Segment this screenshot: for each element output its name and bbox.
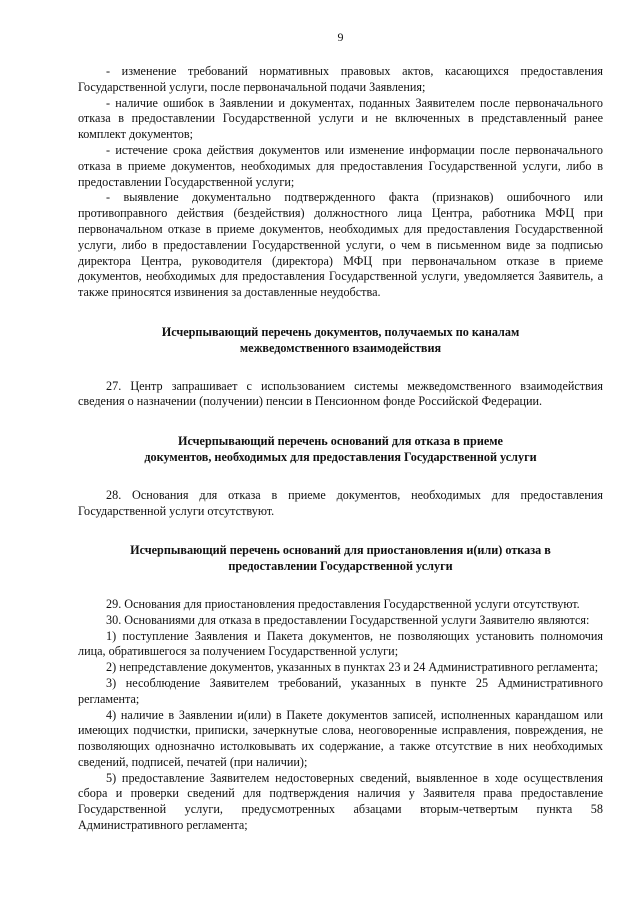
list-item: 3) несоблюдение Заявителем требований, указанных в пункте 25 Административного регламента; bbox=[78, 675, 603, 706]
paragraph: - истечение срока действия документов или изменение информации после первоначального отказа в приеме документов, необходимых для предоставления Государственной услуги, либо в предоставлении Государственной услуги; bbox=[78, 142, 603, 189]
paragraph-29: 29. Основания для приостановления предоставления Государственной услуги отсутствуют. bbox=[106, 596, 580, 611]
heading-line: документов, необходимых для предоставления Государственной услуги bbox=[144, 449, 537, 464]
section-heading-suspension-refusal bbox=[78, 543, 603, 575]
heading-line: Исчерпывающий перечень оснований для приостановления и(или) отказа в bbox=[130, 543, 551, 558]
paragraph-27: 27. Центр запрашивает с использованием системы межведомственного взаимодействия сведения о назначении (получении) пенсии в Пенсионном фонде Российской Федерации. bbox=[78, 378, 603, 409]
heading-line: Исчерпывающий перечень документов, получаемых по каналам bbox=[161, 324, 520, 339]
section-heading-interagency bbox=[78, 325, 603, 357]
heading-line: предоставлении Государственной услуги bbox=[228, 559, 453, 574]
paragraph-28: 28. Основания для отказа в приеме документов, необходимых для предоставления Государственной услуги отсутствуют. bbox=[78, 487, 603, 518]
paragraph-30: 30. Основаниями для отказа в предоставлении Государственной услуги Заявителю являются: bbox=[106, 612, 590, 627]
paragraph: - выявление документально подтвержденного факта (признаков) ошибочного или противоправного действия (бездействия) должностного лица Центра, работника МФЦ при первоначальном отказе в приеме документов, необходимых для предоставления Государственной услуги, либо в предоставлении Государственной услуги, о чем в письменном виде за подписью директора Центра, руководителя (директора) МФЦ при первоначальном отказе в приеме документов, необходимых для предоставления Государственной услуги, уведомляется Заявитель, а также приносятся извинения за доставленные неудобства. bbox=[78, 190, 603, 300]
list-item: 4) наличие в Заявлении и(или) в Пакете документов записей, исполненных карандашом или имеющих подчистки, приписки, зачеркнутые слова, неоговоренные исправления, повреждения, не позволяющих однозначно истолковывать их содержание, а также отсутствие в них необходимых сведений, подписей, печатей (при наличии); bbox=[78, 707, 603, 769]
list-item: 2) непредставление документов, указанных в пунктах 23 и 24 Административного регламента; bbox=[106, 660, 599, 675]
page-number: 9 bbox=[337, 30, 344, 44]
list-item: 1) поступление Заявления и Пакета документов, не позволяющих установить полномочия лица, обратившегося за получением Государственной услуги; bbox=[78, 628, 603, 659]
heading-line: Исчерпывающий перечень оснований для отказа в приеме bbox=[178, 434, 503, 449]
list-item: 5) предоставление Заявителем недостоверных сведений, выявленное в ходе осуществления сбора и проверки сведений для подтверждения наличия у Заявителя права предоставление Государственной услуги, предусмотренных абзацами вторым-четвертым пункта 58 Административного регламента; bbox=[78, 770, 603, 833]
refusal-grounds-list bbox=[78, 597, 603, 834]
paragraph: - наличие ошибок в Заявлении и документах, поданных Заявителем после первоначального отказа в предоставлении Государственной услуги и не включенных в представленный ранее комплект документов; bbox=[78, 95, 603, 142]
paragraph: - изменение требований нормативных правовых актов, касающихся предоставления Государственной услуги, после первоначальной подачи Заявления; bbox=[78, 64, 603, 94]
grounds-list-continued bbox=[78, 64, 603, 301]
heading-line: межведомственного взаимодействия bbox=[239, 340, 442, 355]
document-page bbox=[78, 30, 603, 834]
section-heading-refusal-reception bbox=[78, 434, 603, 466]
